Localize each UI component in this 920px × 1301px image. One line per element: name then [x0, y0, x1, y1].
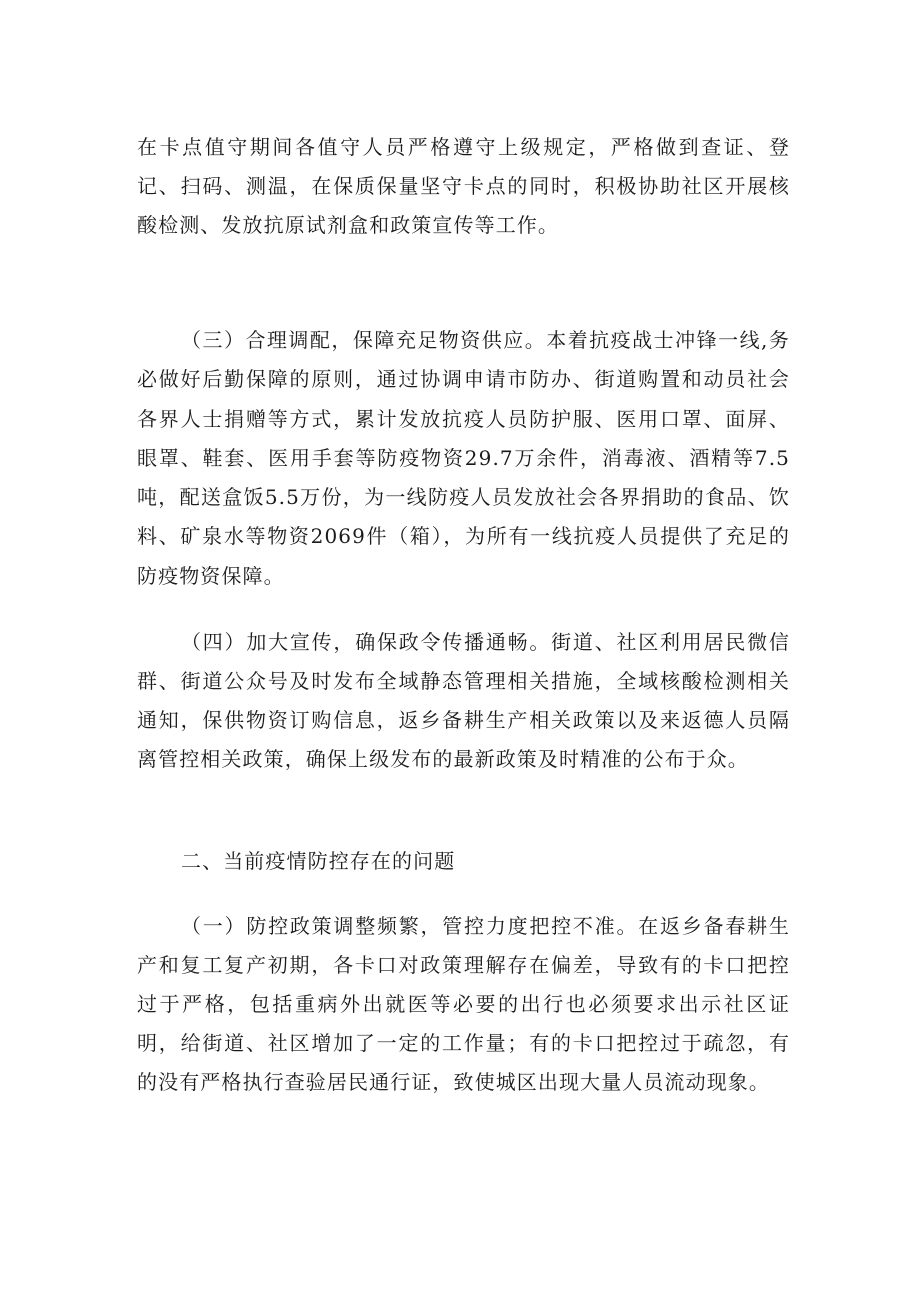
- paragraph-publicity: （四）加大宣传，确保政令传播通畅。街道、社区利用居民微信群、街道公众号及时发布全域静态管理相关措施，全域核酸检测相关通知，保供物资订购信息，返乡备耕生产相关政策以及来返德人员隔离管控相关政策，确保上级发布的最新政策及时精准的公布于众。: [137, 630, 790, 771]
- paragraph-policy-adjustment: （一）防控政策调整频繁，管控力度把控不准。在返乡备春耕生产和复工复产初期，各卡口对政策理解存在偏差，导致有的卡口把控过于严格，包括重病外出就医等必要的出行也必须要求出示社区证明，给街道、社区增加了一定的工作量；有的卡口把控过于疏忽，有的没有严格执行查验居民通行证，致使城区出现大量人员流动现象。: [137, 914, 790, 1094]
- paragraph-checkpoint-duty: 在卡点值守期间各值守人员严格遵守上级规定，严格做到查证、登记、扫码、测温，在保质保量坚守卡点的同时，积极协助社区开展核酸检测、发放抗原试剂盒和政策宣传等工作。: [137, 135, 790, 237]
- paragraph-supplies: （三）合理调配，保障充足物资供应。本着抗疫战士冲锋一线,务必做好后勤保障的原则，通过协调申请市防办、街道购置和动员社会各界人士捐赠等方式，累计发放抗疫人员防护服、医用口罩、面屏、眼罩、鞋套、医用手套等防疫物资29.7万余件，消毒液、酒精等7.5吨，配送盒饭5.5万份，为一线防疫人员发放社会各界捐助的食品、饮料、矿泉水等物资2069件（箱），为所有一线抗疫人员提供了充足的防疫物资保障。: [137, 328, 790, 588]
- section-heading-problems: 二、当前疫情防控存在的问题: [181, 849, 456, 873]
